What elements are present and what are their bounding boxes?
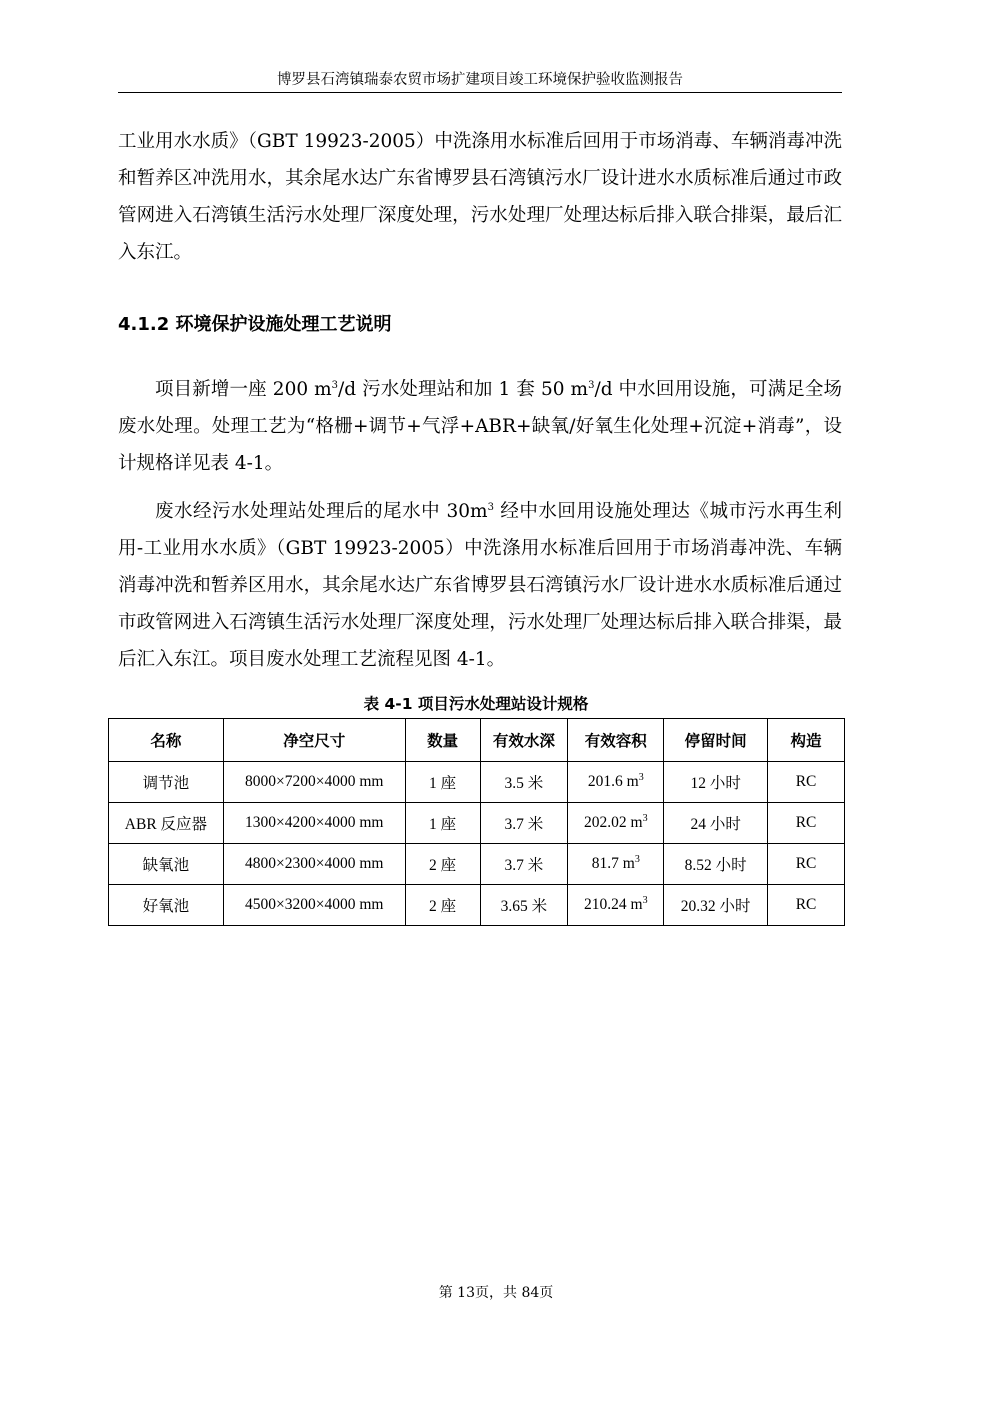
cell-qty: 2 座: [405, 885, 480, 926]
cell-struct: RC: [768, 803, 845, 844]
table-caption: 表 4-1 项目污水处理站设计规格: [363, 695, 589, 713]
cell-size: 4800×2300×4000 mm: [223, 844, 405, 885]
cell-depth: 3.7 米: [480, 803, 568, 844]
cell-volume: 202.02 $m^3$: [568, 803, 664, 844]
column-header: 构造: [768, 719, 845, 762]
cell-depth: 3.5 米: [480, 762, 568, 803]
cell-time: 8.52 小时: [664, 844, 768, 885]
table-header-row: [109, 719, 845, 762]
cell-time: 12 小时: [664, 762, 768, 803]
paragraph-process-description: 项目新增一座 200 $m^3/d$ 污水处理站和加 1 套 50 $m^3/d$ 中水回用设施，可满足全场废水处理。处理工艺为“格栅+调节+气浮+ABR+缺氧/好氧生化处理+沉淀+消毒”，设计规格详见表 4-1。: [118, 379, 842, 474]
column-header: 净空尺寸: [223, 719, 405, 762]
cell-depth: 3.65 米: [480, 885, 568, 926]
cell-name: 调节池: [109, 762, 224, 803]
cell-struct: RC: [768, 762, 845, 803]
column-header: 有效容积: [568, 719, 664, 762]
cell-struct: RC: [768, 885, 845, 926]
cell-size: 1300×4200×4000 mm: [223, 803, 405, 844]
cell-name: 好氧池: [109, 885, 224, 926]
column-header: 停留时间: [664, 719, 768, 762]
column-header: 有效水深: [480, 719, 568, 762]
page-footer: 第 13页，共 84页: [438, 1285, 554, 1301]
column-header: 名称: [109, 719, 224, 762]
cell-qty: 2 座: [405, 844, 480, 885]
section-heading: 4.1.2 环境保护设施处理工艺说明: [118, 314, 392, 335]
running-header: 博罗县石湾镇瑞泰农贸市场扩建项目竣工环境保护验收监测报告: [118, 70, 842, 93]
cell-time: 24 小时: [664, 803, 768, 844]
design-spec-table: [108, 718, 845, 926]
paragraph-wastewater-reuse: 废水经污水处理站处理后的尾水中 $30m^3$ 经中水回用设施处理达《城市污水再生利用-工业用水水质》（GBT 19923-2005）中洗涤用水标准后回用于市场消毒冲洗、车辆消毒冲洗和暂养区用水，其余尾水达广东省博罗县石湾镇污水厂设计进水水质标准后通过市政管网进入石湾镇生活污水处理厂深度处理，污水处理厂处理达标后排入联合排渠，最后汇入东江。项目废水处理工艺流程见图 4-1。: [118, 501, 842, 670]
cell-name: ABR 反应器: [109, 803, 224, 844]
cell-volume: 81.7 $m^3$: [568, 844, 664, 885]
cell-qty: 1 座: [405, 762, 480, 803]
cell-volume: 201.6 $m^3$: [568, 762, 664, 803]
paragraph-continued: 工业用水水质》（GBT 19923-2005）中洗涤用水标准后回用于市场消毒、车辆消毒冲洗和暂养区冲洗用水，其余尾水达广东省博罗县石湾镇污水厂设计进水水质标准后通过市政管网进入石湾镇生活污水处理厂深度处理，污水处理厂处理达标后排入联合排渠，最后汇入东江。: [118, 131, 842, 263]
table-row: [109, 762, 845, 803]
column-header: 数量: [405, 719, 480, 762]
cell-size: 8000×7200×4000 mm: [223, 762, 405, 803]
cell-time: 20.32 小时: [664, 885, 768, 926]
table-row: [109, 844, 845, 885]
cell-struct: RC: [768, 844, 845, 885]
cell-volume: 210.24 $m^3$: [568, 885, 664, 926]
table-row: [109, 803, 845, 844]
cell-name: 缺氧池: [109, 844, 224, 885]
cell-depth: 3.7 米: [480, 844, 568, 885]
cell-qty: 1 座: [405, 803, 480, 844]
table-row: [109, 885, 845, 926]
cell-size: 4500×3200×4000 mm: [223, 885, 405, 926]
